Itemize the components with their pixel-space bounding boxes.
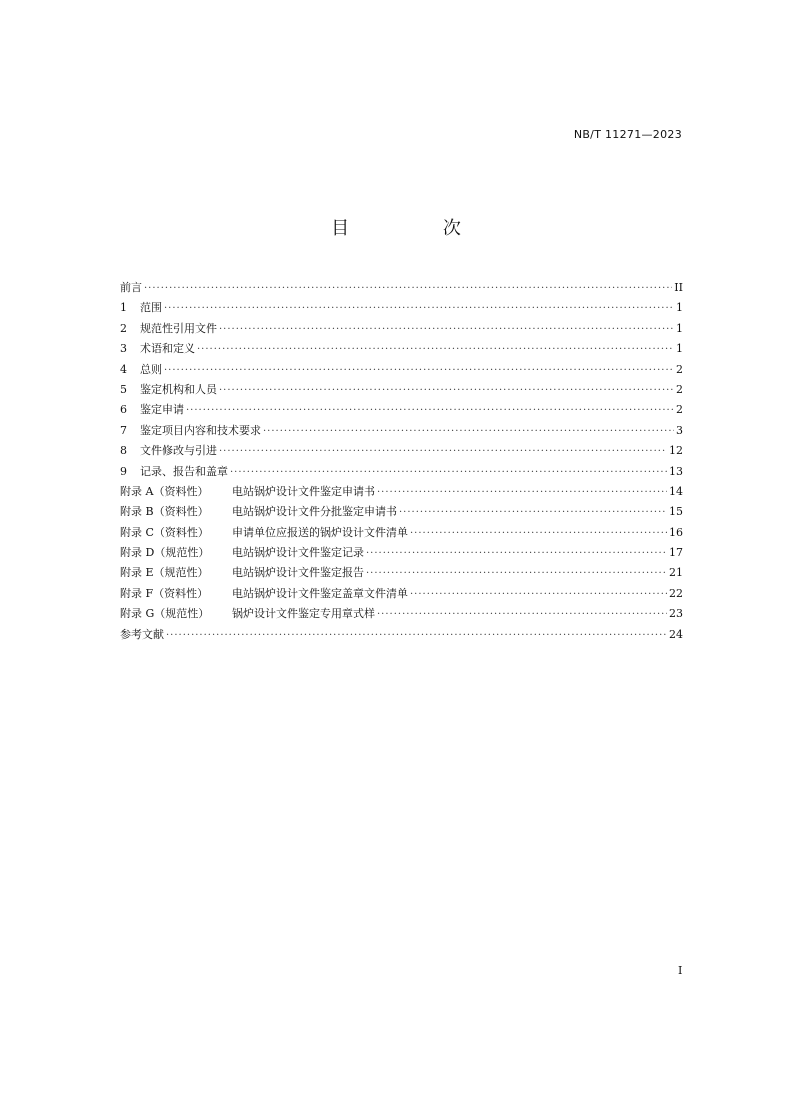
toc-entry-label: 电站锅炉设计文件鉴定申请书 (232, 484, 375, 498)
toc-entry-label: 鉴定机构和人员 (140, 382, 217, 396)
toc-entry-leader-dots (197, 340, 674, 360)
toc-entry[interactable] (120, 339, 683, 359)
toc-entry[interactable] (120, 278, 683, 298)
toc-entry[interactable] (120, 584, 683, 604)
toc-entry-page: 13 (669, 464, 683, 478)
toc-entry-number: 8 (120, 444, 127, 458)
toc-entry-label: 鉴定项目内容和技术要求 (140, 423, 261, 437)
toc-entry-number: 7 (120, 423, 127, 437)
toc-entry-page: 15 (669, 505, 683, 519)
toc-entry-page: 3 (676, 423, 683, 437)
toc-entry[interactable] (120, 482, 683, 502)
toc-entry-leader-dots (410, 524, 667, 544)
toc-entry-appendix-label: 附录 E（规范性） (120, 566, 209, 580)
toc-entry-label: 规范性引用文件 (140, 321, 217, 335)
toc-entry-appendix-label: 附录 B（资料性） (120, 505, 209, 519)
toc-entry-page: 2 (676, 382, 683, 396)
toc-entry-page: 2 (676, 403, 683, 417)
toc-entry-leader-dots (377, 483, 667, 503)
table-of-contents (120, 278, 683, 645)
toc-entry[interactable] (120, 563, 683, 583)
toc-entry-leader-dots (219, 442, 667, 462)
toc-entry-appendix-label: 附录 D（规范性） (120, 546, 210, 560)
toc-entry-number: 5 (120, 382, 127, 396)
toc-entry-leader-dots (186, 401, 674, 421)
toc-entry[interactable] (120, 400, 683, 420)
toc-entry-leader-dots (219, 381, 674, 401)
toc-entry-number: 4 (120, 362, 127, 376)
toc-entry-label: 锅炉设计文件鉴定专用章式样 (232, 607, 375, 621)
toc-entry-label: 申请单位应报送的锅炉设计文件清单 (232, 525, 408, 539)
toc-entry-label: 电站锅炉设计文件鉴定盖章文件清单 (232, 586, 408, 600)
toc-entry-label: 范围 (140, 301, 162, 315)
toc-entry[interactable] (120, 462, 683, 482)
toc-entry-label: 总则 (140, 362, 162, 376)
toc-entry-page: 21 (669, 566, 683, 580)
toc-entry-label: 文件修改与引进 (140, 444, 217, 458)
toc-entry-appendix-label: 附录 A（资料性） (120, 484, 209, 498)
toc-entry[interactable] (120, 319, 683, 339)
page-number: I (678, 964, 683, 977)
toc-entry-page: 14 (669, 484, 683, 498)
toc-entry[interactable] (120, 604, 683, 624)
toc-entry-page: 1 (676, 301, 683, 315)
toc-entry-page: 17 (669, 546, 683, 560)
document-code: NB/T 11271—2023 (573, 128, 682, 141)
toc-entry[interactable] (120, 625, 683, 645)
toc-entry-page: 22 (669, 586, 683, 600)
toc-entry-leader-dots (164, 361, 674, 381)
toc-entry-leader-dots (144, 279, 672, 299)
toc-entry-appendix-label: 附录 F（资料性） (120, 586, 209, 600)
toc-entry-leader-dots (366, 564, 667, 584)
toc-entry-page: 12 (669, 444, 683, 458)
toc-entry-leader-dots (377, 605, 667, 625)
toc-entry-page: 1 (676, 321, 683, 335)
toc-entry-page: 23 (669, 607, 683, 621)
toc-entry-leader-dots (410, 585, 667, 605)
toc-entry-label: 术语和定义 (140, 342, 195, 356)
toc-entry-leader-dots (164, 299, 674, 319)
toc-entry[interactable] (120, 380, 683, 400)
toc-entry-leader-dots (263, 422, 674, 442)
toc-entry[interactable] (120, 298, 683, 318)
toc-entry-page: 1 (676, 342, 683, 356)
toc-entry[interactable] (120, 523, 683, 543)
toc-entry-label: 参考文献 (120, 627, 164, 641)
toc-entry-page: 24 (669, 627, 683, 641)
toc-entry-label: 记录、报告和盖章 (140, 464, 228, 478)
toc-entry-number: 1 (120, 301, 127, 315)
toc-entry[interactable] (120, 360, 683, 380)
toc-entry-label: 前言 (120, 281, 142, 294)
toc-entry-label: 电站锅炉设计文件鉴定记录 (232, 546, 364, 560)
toc-title: 目 次 (331, 218, 505, 239)
toc-entry-leader-dots (230, 463, 667, 483)
toc-entry-number: 6 (120, 403, 127, 417)
toc-entry-number: 9 (120, 464, 127, 478)
toc-entry[interactable] (120, 421, 683, 441)
toc-entry-label: 电站锅炉设计文件鉴定报告 (232, 566, 364, 580)
toc-entry[interactable] (120, 543, 683, 563)
toc-entry-label: 电站锅炉设计文件分批鉴定申请书 (232, 505, 397, 519)
toc-entry[interactable] (120, 441, 683, 461)
toc-entry-appendix-label: 附录 G（规范性） (120, 607, 210, 621)
toc-entry-leader-dots (166, 626, 667, 646)
toc-entry-page: 16 (669, 525, 683, 539)
toc-entry-appendix-label: 附录 C（资料性） (120, 525, 209, 539)
toc-entry-number: 3 (120, 342, 127, 356)
toc-entry-leader-dots (399, 503, 667, 523)
toc-entry-label: 鉴定申请 (140, 403, 184, 417)
toc-entry-number: 2 (120, 321, 127, 335)
toc-entry-leader-dots (219, 320, 674, 340)
toc-entry-leader-dots (366, 544, 667, 564)
toc-entry-page: II (674, 281, 683, 294)
toc-entry-page: 2 (676, 362, 683, 376)
toc-entry[interactable] (120, 502, 683, 522)
